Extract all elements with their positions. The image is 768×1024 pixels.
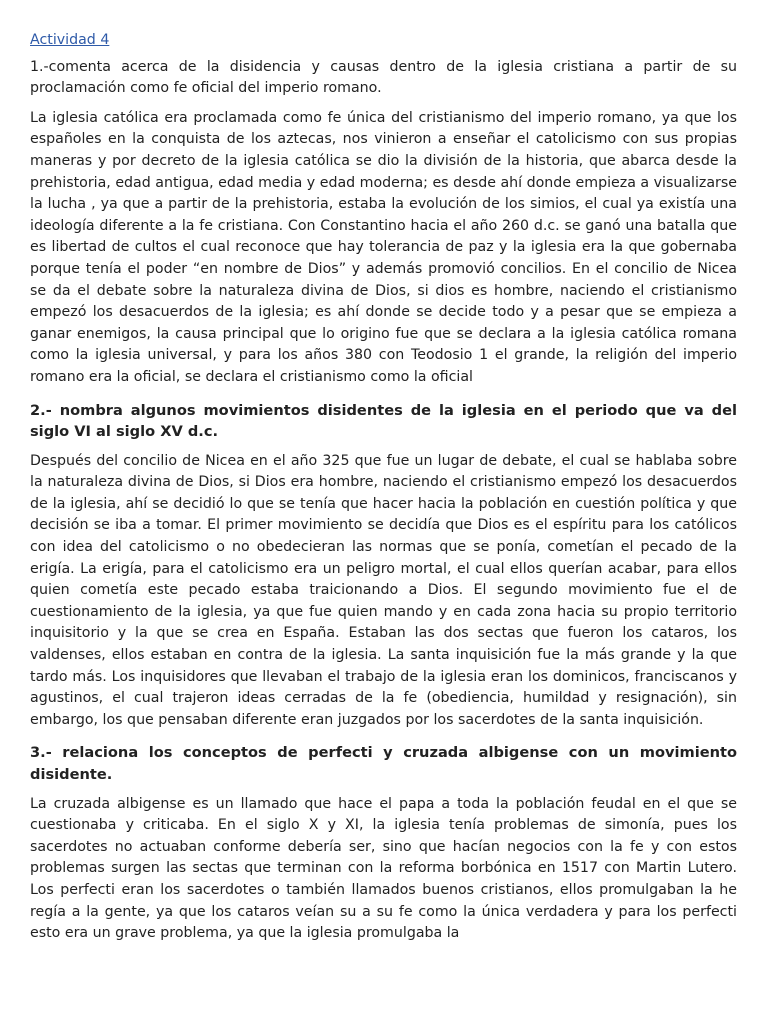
question-2: 2.- nombra algunos movimientos disidentes de la iglesia en el periodo que va del siglo VI al siglo XV d.c. [30,401,737,441]
answer-1: La iglesia católica era proclamada como fe única del cristianismo del imperio romano, ya que los españoles en la conquista de los aztecas, nos vinieron a enseñar el catolicismo con sus propias maneras y por decreto de la iglesia católica se dio la división de la historia, que abarca desde la prehistoria, edad antigua, edad media y edad moderna; es desde ahí donde empieza a visualizarse la lucha , ya que a partir de la prehistoria, estaba la evolución de los simios, el cual ya existía una ideología diferente a la fe cristiana. Con Constantino hacia el año 260 d.c. se ganó una batalla que es libertad de cultos el cual reconoce que hay tolerancia de paz y la iglesia era la que gobernaba porque tenía el poder “en nombre de Dios” y además promovió concilios. En el concilio de Nicea se da el debate sobre la naturaleza divina de Dios, si dios es hombre, naciendo el cristianismo empezó los desacuerdos de la iglesia; es ahí donde se decide todo y a pesar que se empieza a ganar enemigos, la causa principal que lo origino fue que se declara a la iglesia católica romana como la iglesia universal, y para los años 380 con Teodosio 1 el grande, la religión del imperio romano era la oficial, se declara el cristianismo como la oficial [30,109,737,385]
document-page [30,30,737,956]
answer-2: Después del concilio de Nicea en el año 325 que fue un lugar de debate, el cual se hablaba sobre la naturaleza divina de Dios, si Dios era hombre, naciendo el cristianismo empezó los desacuerdos de la iglesia, ahí se decidió lo que se tenía que hacer hacia la población en cuestión política y que decisión se iba a tomar. El primer movimiento se decidía que Dios es el espíritu para los católicos con idea del catolicismo o no obedecieran las normas que se ponía, cometían el pecado de la erigía. La erigía, para el catolicismo era un peligro mortal, el cual ellos querían acabar, para ellos quien cometía este pecado estaba traicionando a Dios. El segundo movimiento fue el de cuestionamiento de la iglesia, ya que fue quien mando y en cada zona hacia su propio territorio inquisitorio y la que se crea en España. Estaban las dos sectas que fueron los cataros, los valdenses, ellos estaban en contra de la iglesia. La santa inquisición fue la más grande y la que tardo más. Los inquisidores que llevaban el trabajo de la iglesia eran los dominicos, franciscanos y agustinos, el cual trajeron ideas cerradas de la fe (obediencia, humildad y resignación), sin embargo, los que pensaban diferente eran juzgados por los sacerdotes de la santa inquisición. [30,452,737,728]
answer-3: La cruzada albigense es un llamado que hace el papa a toda la población feudal en el que se cuestionaba y criticaba. En el siglo X y XI, la iglesia tenía problemas de simonía, pues los sacerdotes no actuaban conforme debería ser, sino que hacían negocios con la fe y con estos problemas surgen las sectas que terminan con la reforma borbónica en 1517 con Martin Lutero. Los perfecti eran los sacerdotes o también llamados buenos cristianos, ellos promulgaban la he regía a la gente, ya que los cataros veían su a su fe como la única verdadera y para los perfecti esto era un grave problema, ya que la iglesia promulgaba la [30,795,737,942]
question-3: 3.- relaciona los conceptos de perfecti y cruzada albigense con un movimiento disidente. [30,744,737,783]
question-1: 1.-comenta acerca de la disidencia y causas dentro de la iglesia cristiana a partir de su proclamación como fe oficial del imperio romano. [30,58,737,97]
document-title-link[interactable]: Actividad 4 [30,32,110,48]
